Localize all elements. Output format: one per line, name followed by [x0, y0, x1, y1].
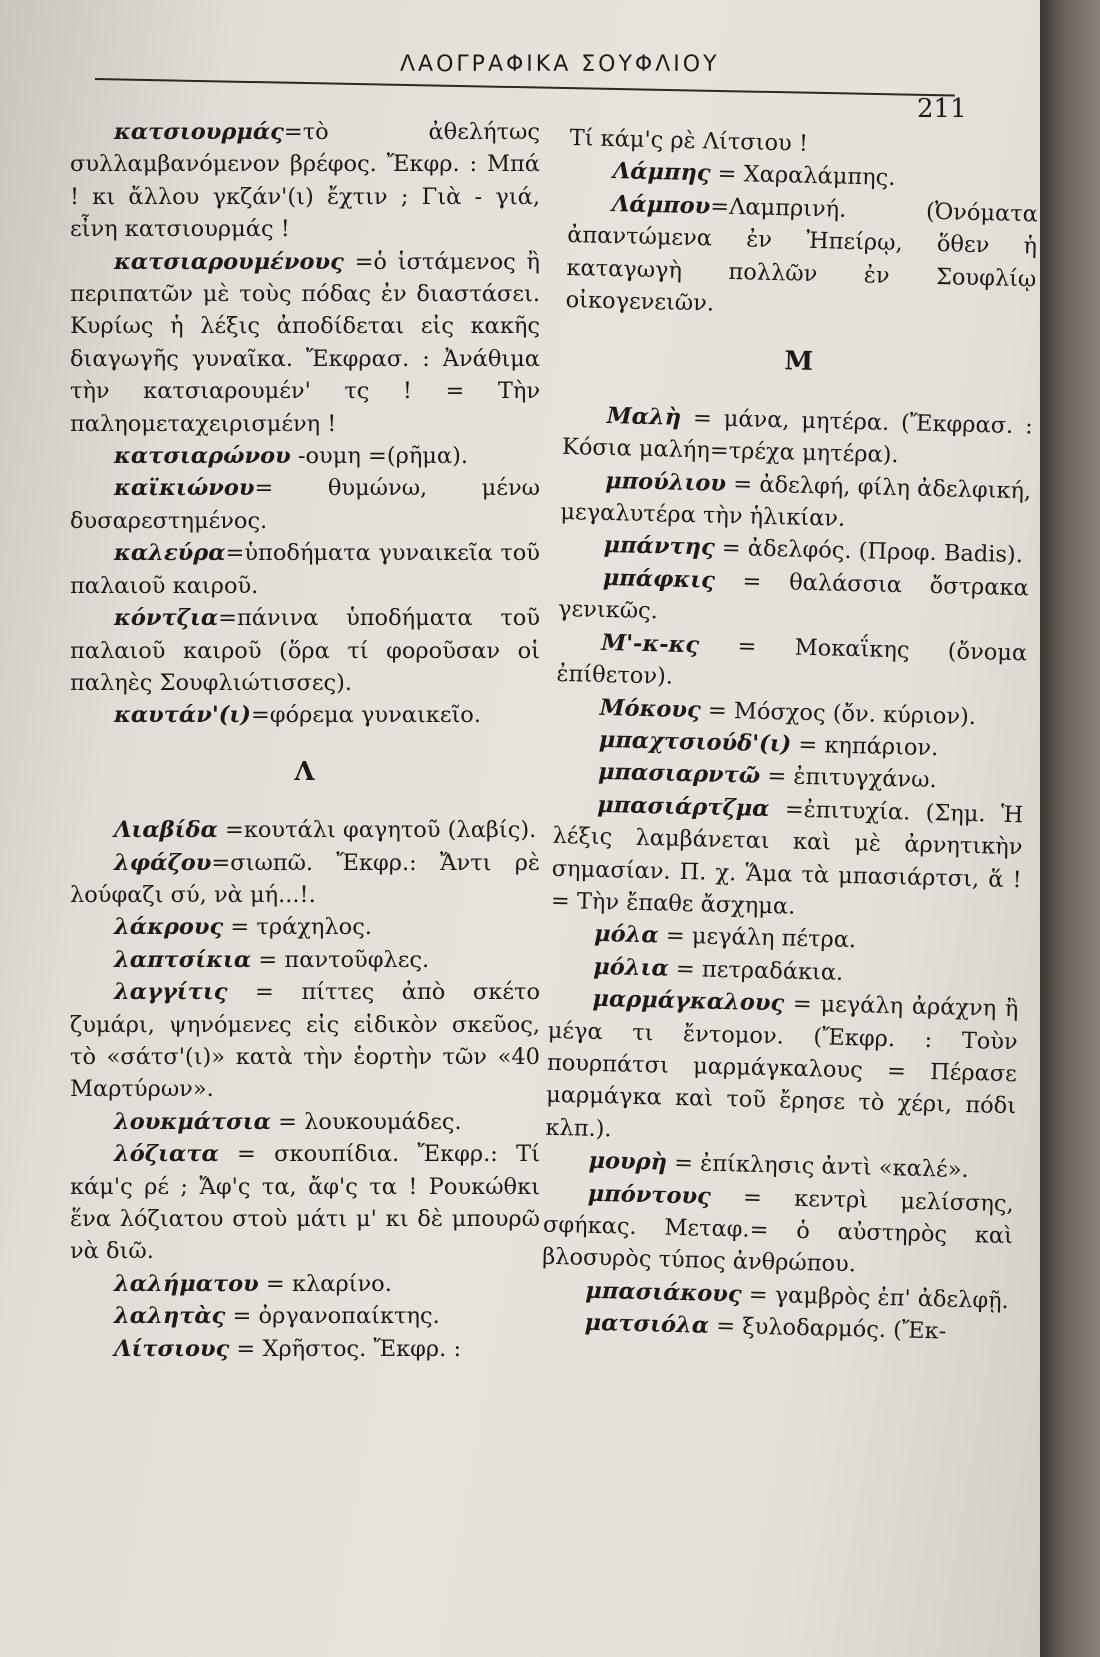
adjacent-page-edge — [1040, 0, 1100, 1657]
glossary-entry — [70, 472, 540, 537]
entry-definition: = κλαρίνο. — [258, 1270, 392, 1297]
entry-headword: Μαλὴ — [606, 402, 682, 431]
entry-headword: καυτάν'(ι) — [114, 702, 251, 729]
entry-headword: ματσιόλα — [584, 1309, 710, 1339]
entry-definition: = κηπάριον. — [790, 731, 939, 762]
entry-headword: κόντζια — [114, 605, 219, 632]
right-column — [540, 122, 1040, 1350]
entry-definition: = θυμώνω, μένω δυσαρεστημένος. — [70, 475, 540, 534]
entry-headword: μπόντους — [587, 1180, 712, 1210]
page-number: 211 — [917, 94, 967, 124]
entry-definition: = παντοῦφλες. — [251, 946, 430, 973]
entry-definition: = μεγάλη ἀράχνη ἢ μέγα τι ἔντομον. (Ἔκφρ. : Τοὺν πουρπάτσι μαρμάγκαλους = Πέρασε μαρμάγκα καὶ τοῦ ἔρησε τὸ χέρι, πόδι κλπ.). — [545, 990, 1019, 1143]
entry-headword: μουρὴ — [588, 1147, 668, 1176]
entry-headword: μπαχτσιούδ'(ι) — [598, 726, 792, 758]
entry-headword: μόλα — [593, 921, 660, 949]
entry-headword: μπασιάρτζμα — [597, 791, 770, 822]
glossary-entry — [545, 982, 1019, 1155]
glossary-entry — [70, 814, 540, 846]
entry-headword: μπασιάκους — [585, 1277, 742, 1308]
glossary-entry — [70, 1300, 540, 1332]
glossary-entry — [70, 246, 540, 440]
entry-definition: = ὀργανοπαίκτης. — [225, 1303, 440, 1330]
entry-definition: = πίττες ἀπὸ σκέτο ζυμάρι, ψηνόμενες εἰς εἰδικὸν σκεῦος, τὸ «σάτσ'(ι)» κατὰ τὴν ἑορτὴν τῶν «40 Μαρτύρων». — [70, 979, 540, 1103]
entry-definition: = Μόσχος (ὄν. κύριον). — [700, 696, 977, 730]
entry-definition: -ουμη =(ρῆμα). — [290, 443, 469, 470]
section-letter: Μ — [783, 346, 815, 378]
glossary-entry — [556, 626, 1027, 702]
entry-headword: κατσιουρμάς — [114, 119, 284, 145]
glossary-entry — [542, 1176, 1014, 1285]
entry-headword: καλεύρα — [114, 540, 226, 567]
entry-definition: = ξυλοδαρμός. (Ἔκ- — [708, 1312, 947, 1345]
entry-continuation: Τί κάμ'ς ρὲ Λίτσιου ! — [569, 124, 809, 157]
entry-headword: Λάμπης — [612, 158, 711, 187]
glossary-entry — [70, 699, 540, 731]
entry-headword: λαγγίτις — [114, 979, 228, 1006]
header-title: ΛΑΟΓΡΑΦΙΚΑ ΣΟΥΦΛΙΟΥ — [400, 52, 720, 77]
entry-definition: =φόρεμα γυναικεῖο. — [250, 702, 482, 729]
entry-definition: = πετραδάκια. — [668, 955, 844, 986]
glossary-entry — [560, 464, 1031, 540]
glossary-entry — [70, 1333, 540, 1365]
glossary-entry — [70, 116, 540, 246]
entry-headword: λουκμάτσια — [114, 1108, 271, 1135]
entry-headword: κατσιαρώνου — [114, 443, 291, 470]
glossary-entry — [551, 788, 1024, 929]
glossary-entry — [70, 440, 540, 472]
entry-definition: = θαλάσσια ὄστρακα γενικῶς. — [557, 567, 1030, 625]
entry-definition: = ἀδελφή, φίλη ἀδελφική, μεγαλυτέρα τὴν ἡλικίαν. — [560, 470, 1032, 532]
entry-headword: μόλια — [593, 953, 670, 982]
entry-definition: =πάνινα ὑποδήματα τοῦ παλαιοῦ καιροῦ (ὅρα τί φοροῦσαν οἱ παληὲς Σουφλιώτισσες). — [70, 605, 540, 696]
entry-headword: λάκρους — [114, 914, 224, 941]
left-column — [70, 116, 540, 1365]
glossary-entry — [70, 602, 540, 699]
glossary-entry — [70, 911, 540, 943]
entry-headword: μπασιαρντῶ — [597, 759, 761, 790]
entry-definition: = Χαραλάμπης. — [710, 160, 896, 192]
entry-definition: = λουκουμάδες. — [270, 1108, 462, 1135]
entry-headword: λαπτσίκια — [114, 946, 252, 973]
entry-headword: Λίτσιους — [114, 1335, 230, 1362]
entry-definition: =ὁ ἱστάμενος ἢ περιπατῶν μὲ τοὺς πόδας ἐν διαστάσει. Κυρίως ἡ λέξις ἀποδίδεται εἰς κακῆς διαγωγῆς γυναῖκα. Ἔκφρασ. : Ἀνάθιμα τὴν κατσιαρουμέν' τς ! = Τὴν παληομεταχειρισμένη ! — [70, 248, 540, 437]
entry-definition: =ὑποδήματα γυναικεῖα τοῦ παλαιοῦ καιροῦ. — [70, 540, 540, 599]
entry-headword: Μόκους — [599, 694, 702, 723]
entry-headword: λαλητὰς — [114, 1303, 226, 1330]
entry-definition: = τράχηλος. — [223, 914, 372, 941]
entry-headword: Μ'-κ-κς — [600, 629, 700, 658]
entry-definition: =κουτάλι φαγητοῦ (λαβίς). — [217, 817, 537, 844]
glossary-entry — [70, 944, 540, 976]
glossary-entry — [562, 399, 1033, 475]
glossary-entry — [70, 1106, 540, 1138]
entry-definition: = Μοκαΐκης (ὄνομα ἐπίθετον). — [556, 632, 1028, 690]
entry-headword: λόζιατα — [114, 1141, 219, 1168]
glossary-entry — [70, 1138, 540, 1268]
entry-headword: κατσιαρουμένους — [114, 248, 344, 275]
glossary-entry — [70, 847, 540, 912]
entry-headword: μπάφκις — [602, 564, 716, 594]
entry-headword: μπούλιου — [604, 467, 727, 497]
glossary-entry — [70, 976, 540, 1106]
glossary-entry — [558, 561, 1029, 637]
entry-definition: = ἀδελφός. (Προφ. Badis). — [714, 535, 1024, 569]
entry-definition: = Χρῆστος. Ἔκφρ. : — [229, 1335, 462, 1362]
entry-definition: = ἐπίκλησις ἀντὶ «καλέ». — [666, 1149, 969, 1184]
glossary-entry — [70, 537, 540, 602]
entry-headword: λαλήματου — [114, 1270, 259, 1297]
entry-definition: =τὸ ἀθελήτως συλλαμβανόμενον βρέφος. Ἔκφρ. : Μπά ! κι ἄλλου γκζάν'(ι) ἔχτιν ; Γιὰ - γιά, εἶνη κατσιουρμάς ! — [70, 119, 540, 243]
entry-definition: = κεντρὶ μελίσσης, σφήκας. Μεταφ.= ὁ αὐστηρὸς καὶ βλοσυρὸς τύπος ἀνθρώπου. — [541, 1183, 1015, 1278]
glossary-entry — [70, 1268, 540, 1300]
entry-definition: =Λαμπρινή. (Ὀνόματα ἀπαντώμενα ἐν Ἠπείρῳ, ὅθεν ἡ καταγωγὴ πολλῶν ἐν Σουφλίῳ οἰκογενειῶν. — [565, 193, 1039, 317]
entry-definition: = μάνα, μητέρα. (Ἔκφρασ. : Κόσια μαλήη=τρέχα μητέρα). — [561, 404, 1034, 469]
entry-definition: = σκουπίδια. Ἔκφρ.: Τί κάμ'ς ρέ ; Ἄφ'ς τα, ἄφ'ς τα ! Ρουκώθκι ἕνα λόζιατου στοὺ μάτι μ' κι δὲ μπουρῶ νὰ διῶ. — [70, 1141, 540, 1265]
entry-definition: = μεγάλη πέτρα. — [658, 922, 857, 954]
entry-headword: καϊκιώνου — [114, 475, 255, 502]
glossary-entry — [565, 187, 1038, 328]
entry-headword: Λάμπου — [611, 190, 711, 220]
entry-headword: Λιαβίδα — [114, 817, 218, 844]
header-rule — [95, 78, 955, 97]
entry-headword: μαρμάγκαλους — [592, 985, 785, 1017]
section-letter: Λ — [294, 756, 316, 787]
entry-definition: = γαμβρὸς ἐπ' ἀδελφῇ. — [741, 1281, 1010, 1314]
entry-headword: μπάντης — [603, 532, 716, 562]
entry-definition: =ἐπιτυχία. (Σημ. Ἡ λέξις λαμβάνεται καὶ μὲ ἀρνητικὴν σημασίαν. Π. χ. Ἅμα τὰ μπασιάρτσι, ἅ ! = Τὴν ἔπαθε ἄσχημα. — [550, 795, 1024, 920]
entry-headword: λφάζου — [114, 849, 212, 876]
entry-definition: = ἐπιτυγχάνω. — [759, 763, 937, 794]
entry-definition: =σιωπῶ. Ἔκφρ.: Ἄντι ρὲ λούφαζι σύ, νὰ μή...!. — [70, 849, 540, 908]
